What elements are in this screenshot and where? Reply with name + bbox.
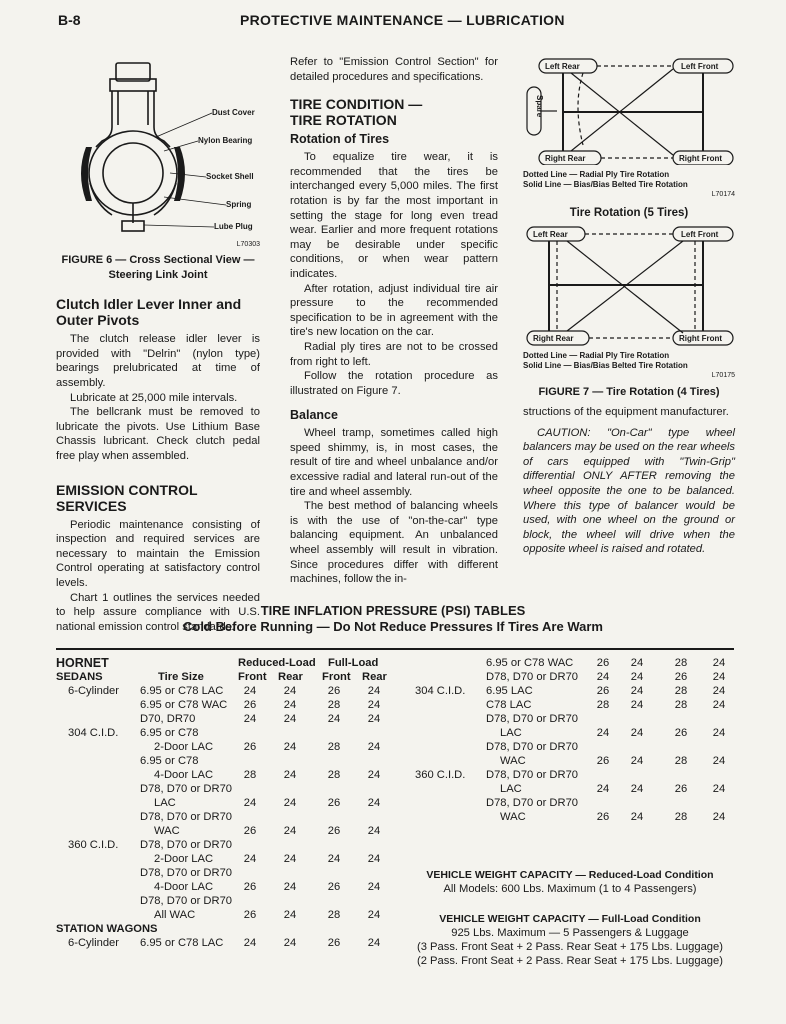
table-row <box>415 712 737 740</box>
row-pressure-value: 24 <box>243 797 257 809</box>
row-pressure-value: 28 <box>674 811 688 823</box>
rotation-paragraph-2: After rotation, adjust individual tire air pressure to the recommended specification to be in agreement with the tire's new location on the car. <box>290 282 498 339</box>
sedans-label: SEDANS <box>56 671 103 683</box>
table-row <box>415 656 737 670</box>
table-row <box>56 684 398 698</box>
row-pressure-value: 26 <box>596 755 610 767</box>
row-group-label: 304 C.I.D. <box>68 727 119 739</box>
row-pressure-value: 24 <box>712 699 726 711</box>
label-right-front: Right Front <box>679 154 723 163</box>
figure-6-id: L70303 <box>236 240 260 248</box>
row-pressure-value: 26 <box>327 797 341 809</box>
row-tire-size-detail: 4-Door LAC <box>154 769 214 781</box>
reduced-load-header: Reduced-Load <box>238 657 316 669</box>
figure-7b-id: L70175 <box>711 372 735 380</box>
page-title: PROTECTIVE MAINTENANCE — LUBRICATION <box>240 12 565 28</box>
row-tire-size: C78 LAC <box>486 699 532 711</box>
row-tire-size: D70, DR70 <box>140 713 196 725</box>
label-left-rear: Left Rear <box>533 229 568 239</box>
row-pressure-value: 24 <box>243 685 257 697</box>
row-tire-size: D78, D70 or DR70 <box>140 895 233 907</box>
row-tire-size: D78, D70 or DR70 <box>486 741 579 753</box>
row-pressure-value: 24 <box>283 881 297 893</box>
row-pressure-value: 24 <box>367 853 381 865</box>
tire-condition-heading: TIRE CONDITION — TIRE ROTATION <box>290 96 423 129</box>
row-pressure-value: 24 <box>596 671 610 683</box>
row-pressure-value: 28 <box>674 657 688 669</box>
rear-header: Rear <box>362 671 387 683</box>
row-tire-size-detail: LAC <box>154 797 176 809</box>
column-right <box>523 55 735 557</box>
rear-header: Rear <box>278 671 303 683</box>
row-pressure-value: 24 <box>630 699 644 711</box>
left-table-body <box>56 684 398 922</box>
row-group-label: 360 C.I.D. <box>415 769 466 781</box>
row-pressure-value: 26 <box>674 671 688 683</box>
row-pressure-value: 26 <box>674 727 688 739</box>
page-header <box>40 10 746 32</box>
row-pressure-value: 28 <box>674 755 688 767</box>
table-row <box>415 684 737 698</box>
row-tire-size: D78, D70 or DR70 <box>140 783 233 795</box>
row-pressure-value: 24 <box>712 657 726 669</box>
row-tire-size-detail: LAC <box>500 783 522 795</box>
row-pressure-value: 24 <box>630 811 644 823</box>
figure-7 <box>523 55 735 399</box>
row-pressure-value: 26 <box>243 881 257 893</box>
emission-reference: Refer to "Emission Control Section" for detailed procedures and specifications. <box>290 56 498 83</box>
legend-solid-4: Solid Line — Bias/Bias Belted Tire Rotation <box>523 361 688 371</box>
row-pressure-value: 24 <box>283 685 297 697</box>
caution-text: CAUTION: "On-Car" type wheel balancers may be used on the rear wheels of cars equipped with "Twin-Grip" differential ONLY AFTER removing the wheel opposite the one to be balanced. Where this type of balancer would be used, with one wheel on the ground or block, the wheel will drive when the opposite wheel is raised and rotated. <box>523 426 735 556</box>
balance-heading: Balance <box>290 408 338 423</box>
figure-7-caption: FIGURE 7 — Tire Rotation (4 Tires) <box>538 385 720 398</box>
row-pressure-value: 26 <box>327 881 341 893</box>
row-tire-size: D78, D70 or DR70 <box>486 671 579 683</box>
row-tire-size: D78, D70 or DR70 <box>486 769 579 781</box>
row-pressure-value: 24 <box>367 769 381 781</box>
row-tire-size-detail: WAC <box>154 825 180 837</box>
figure-6-caption-line-1: FIGURE 6 — Cross Sectional View — <box>61 254 255 267</box>
row-pressure-value: 24 <box>367 741 381 753</box>
row-pressure-value: 24 <box>283 741 297 753</box>
row-tire-size-detail: LAC <box>500 727 522 739</box>
table-row <box>415 740 737 768</box>
row-tire-size: 6.95 or C78 WAC <box>486 657 574 669</box>
legend-dotted-4: Dotted Line — Radial Ply Tire Rotation <box>523 351 670 361</box>
right-table-body <box>415 656 737 824</box>
row-pressure-value: 24 <box>327 853 341 865</box>
table-row <box>415 670 737 684</box>
row-tire-size-detail: WAC <box>500 811 526 823</box>
row-pressure-value: 24 <box>596 783 610 795</box>
row-pressure-value: 26 <box>243 741 257 753</box>
row-pressure-value: 24 <box>367 909 381 921</box>
tables-divider <box>56 648 734 650</box>
table-header-row-1 <box>56 656 398 670</box>
model-name: HORNET <box>56 656 109 670</box>
row-pressure-value: 24 <box>596 727 610 739</box>
row-pressure-value: 24 <box>712 727 726 739</box>
label-dust-cover: Dust Cover <box>212 108 255 117</box>
emission-paragraph-1: Periodic maintenance consisting of inspection and required services are necessary to maintain the Emission Control operating at satisfactory control levels. <box>56 518 260 589</box>
tables-title: TIRE INFLATION PRESSURE (PSI) TABLES Cold Before Running — Do Not Reduce Pressures If Tires Are Warm <box>183 603 603 634</box>
row-pressure-value: 24 <box>630 671 644 683</box>
rotation-heading: Rotation of Tires <box>290 132 390 147</box>
row-pressure-value: 24 <box>630 657 644 669</box>
table-row <box>56 894 398 922</box>
row-tire-size: D78, D70 or DR70 <box>486 797 579 809</box>
label-spare: Spare <box>535 95 544 118</box>
rotation-paragraph-4: Follow the rotation procedure as illustrated on Figure 7. <box>290 370 498 397</box>
row-pressure-value: 28 <box>327 909 341 921</box>
row-tire-size: 6.95 or C78 <box>140 727 199 739</box>
label-lube-plug: Lube Plug <box>214 222 253 231</box>
emission-heading: EMISSION CONTROL SERVICES <box>56 481 198 514</box>
row-tire-size: 6.95 or C78 LAC <box>140 685 224 697</box>
row-tire-size: 6.95 or C78 WAC <box>140 699 228 711</box>
label-left-front: Left Front <box>681 62 719 71</box>
row-group-label: 360 C.I.D. <box>68 839 119 851</box>
steering-link-joint-illustration <box>56 55 260 235</box>
row-pressure-value: 24 <box>283 769 297 781</box>
table-row <box>415 698 737 712</box>
vwc-reduced-title: VEHICLE WEIGHT CAPACITY — Reduced-Load Condition <box>426 869 714 881</box>
row-pressure-value: 28 <box>674 699 688 711</box>
row-pressure-value: 24 <box>367 685 381 697</box>
vwc-reduced <box>400 868 740 896</box>
table-row: 6-Cylinder 6.95 or C78 LAC 24 24 26 24 <box>68 937 381 949</box>
row-pressure-value: 24 <box>712 783 726 795</box>
legend-solid-5: Solid Line — Bias/Bias Belted Tire Rotation <box>523 179 688 189</box>
table-row <box>56 698 398 712</box>
tire-size-header: Tire Size <box>158 671 204 683</box>
rotation-5-tires-title: Tire Rotation (5 Tires) <box>569 207 689 220</box>
row-tire-size-detail: 2-Door LAC <box>154 741 214 753</box>
column-middle <box>290 55 498 587</box>
row-pressure-value: 26 <box>327 685 341 697</box>
row-pressure-value: 24 <box>283 699 297 711</box>
row-pressure-value: 24 <box>243 713 257 725</box>
row-pressure-value: 24 <box>630 783 644 795</box>
row-pressure-value: 26 <box>243 825 257 837</box>
column-left <box>56 55 260 634</box>
row-pressure-value: 26 <box>674 783 688 795</box>
row-tire-size: 6.95 LAC <box>486 685 533 697</box>
label-spring: Spring <box>226 200 252 209</box>
row-tire-size-detail: All WAC <box>154 909 196 921</box>
clutch-paragraph-1: The clutch release idler lever is provided with "Delrin" (nylon type) bearings prelubricated at time of assembly. <box>56 333 260 389</box>
table-row <box>56 810 398 838</box>
row-pressure-value: 26 <box>596 657 610 669</box>
row-pressure-value: 24 <box>243 853 257 865</box>
row-pressure-value: 24 <box>283 909 297 921</box>
vwc-full-line-3: (2 Pass. Front Seat + 2 Pass. Rear Seat + 175 Lbs. Luggage) <box>417 955 723 967</box>
row-pressure-value: 26 <box>596 811 610 823</box>
label-right-front: Right Front <box>679 333 723 343</box>
rotation-diagram-5-tires <box>523 55 735 165</box>
row-pressure-value: 24 <box>712 671 726 683</box>
row-pressure-value: 24 <box>712 755 726 767</box>
balance-paragraph-2: The best method of balancing wheels is with the use of "on-the-car" type balancing equipment. An unbalanced wheel assembly will result in vibration. Since procedures differ with different machines, follow the in- <box>290 500 498 586</box>
table-row <box>56 754 398 782</box>
row-pressure-value: 28 <box>327 741 341 753</box>
row-tire-size: D78, D70 or DR70 <box>140 811 233 823</box>
inflation-table-left <box>56 656 398 950</box>
row-pressure-value: 24 <box>283 713 297 725</box>
rotation-diagram-4-tires <box>523 225 735 347</box>
row-pressure-value: 26 <box>327 825 341 837</box>
rotation-paragraph-3: Radial ply tires are not to be crossed from right to left. <box>290 340 498 368</box>
vwc-full-line-1: 925 Lbs. Maximum — 5 Passengers & Luggage <box>451 927 689 939</box>
row-pressure-value: 24 <box>283 825 297 837</box>
row-pressure-value: 24 <box>367 713 381 725</box>
row-pressure-value: 28 <box>243 769 257 781</box>
row-group-label: 304 C.I.D. <box>415 685 466 697</box>
station-wagons-label: STATION WAGONS <box>56 923 158 935</box>
table-row <box>56 838 398 866</box>
clutch-paragraph-2: Lubricate at 25,000 mile intervals. <box>70 391 238 404</box>
row-pressure-value: 24 <box>367 797 381 809</box>
table-row <box>415 796 737 824</box>
vwc-reduced-text: All Models: 600 Lbs. Maximum (1 to 4 Passengers) <box>443 883 697 895</box>
table-row <box>56 726 398 754</box>
row-tire-size: D78, D70 or DR70 <box>140 867 233 879</box>
figure-6 <box>56 55 260 282</box>
legend-dotted-5: Dotted Line — Radial Ply Tire Rotation <box>523 169 670 179</box>
full-load-header: Full-Load <box>328 657 379 669</box>
row-pressure-value: 28 <box>674 685 688 697</box>
row-pressure-value: 26 <box>243 909 257 921</box>
figure-7a-id: L70174 <box>711 190 735 198</box>
row-pressure-value: 28 <box>327 769 341 781</box>
vwc-full <box>400 912 740 968</box>
row-tire-size: D78, D70 or DR70 <box>486 713 579 725</box>
row-pressure-value: 24 <box>712 685 726 697</box>
row-tire-size: 6.95 or C78 <box>140 755 199 767</box>
row-pressure-value: 24 <box>327 713 341 725</box>
row-pressure-value: 28 <box>596 699 610 711</box>
label-nylon-bearing: Nylon Bearing <box>198 136 253 145</box>
row-pressure-value: 24 <box>712 811 726 823</box>
row-tire-size: D78, D70 or DR70 <box>140 839 233 851</box>
front-header: Front <box>322 671 351 683</box>
row-pressure-value: 24 <box>630 755 644 767</box>
balance-paragraph-1: Wheel tramp, sometimes called high speed shimmy, is, in most cases, the result of tire and wheel unbalance and/or excessive radial and lateral run-out of the tire and wheel assembly. <box>290 427 498 498</box>
row-pressure-value: 24 <box>367 881 381 893</box>
table-row <box>56 782 398 810</box>
page-number: B-8 <box>58 12 81 28</box>
vwc-full-title: VEHICLE WEIGHT CAPACITY — Full-Load Condition <box>439 913 701 925</box>
row-pressure-value: 24 <box>367 825 381 837</box>
clutch-paragraph-3: The bellcrank must be removed to lubricate the pivots. Use Lithium Base Chassis lubricant. Check clutch pedal free play when assembled. <box>56 406 260 462</box>
table-row <box>415 768 737 796</box>
row-pressure-value: 28 <box>327 699 341 711</box>
vwc-full-line-2: (3 Pass. Front Seat + 2 Pass. Rear Seat + 175 Lbs. Luggage) <box>417 941 723 953</box>
label-left-rear: Left Rear <box>545 62 580 71</box>
row-pressure-value: 26 <box>596 685 610 697</box>
row-pressure-value: 24 <box>630 727 644 739</box>
row-tire-size-detail: 4-Door LAC <box>154 881 214 893</box>
table-header-row-2 <box>56 670 398 684</box>
label-right-rear: Right Rear <box>545 154 586 163</box>
front-header: Front <box>238 671 267 683</box>
row-pressure-value: 26 <box>243 699 257 711</box>
emission-paragraph-2: Chart 1 outlines the services needed to help assure compliance with U.S. national emission control standards. <box>56 591 260 633</box>
inflation-table-right <box>415 656 737 824</box>
table-row <box>56 866 398 894</box>
row-group-label: 6-Cylinder <box>68 685 119 697</box>
row-pressure-value: 24 <box>367 699 381 711</box>
figure-6-caption-line-2: Steering Link Joint <box>108 269 208 282</box>
row-pressure-value: 24 <box>283 797 297 809</box>
label-socket-shell: Socket Shell <box>206 172 254 181</box>
label-right-rear: Right Rear <box>533 333 574 343</box>
label-left-front: Left Front <box>681 229 719 239</box>
row-pressure-value: 24 <box>283 853 297 865</box>
row-pressure-value: 24 <box>630 685 644 697</box>
clutch-heading: Clutch Idler Lever Inner and Outer Pivots <box>56 296 242 329</box>
balance-continued: structions of the equipment manufacturer. <box>523 405 729 418</box>
table-row <box>56 712 398 726</box>
row-tire-size-detail: 2-Door LAC <box>154 853 214 865</box>
station-wagons-row <box>56 922 398 936</box>
rotation-paragraph-1: To equalize tire wear, it is recommended that the tires be interchanged every 5,000 miles. The first rotation is by far the most important in setting the stage for long even tread wear. Earlier and more frequent rotations may be desirable under specific conditions, or when wear pattern indicates. <box>290 151 498 280</box>
row-tire-size-detail: WAC <box>500 755 526 767</box>
